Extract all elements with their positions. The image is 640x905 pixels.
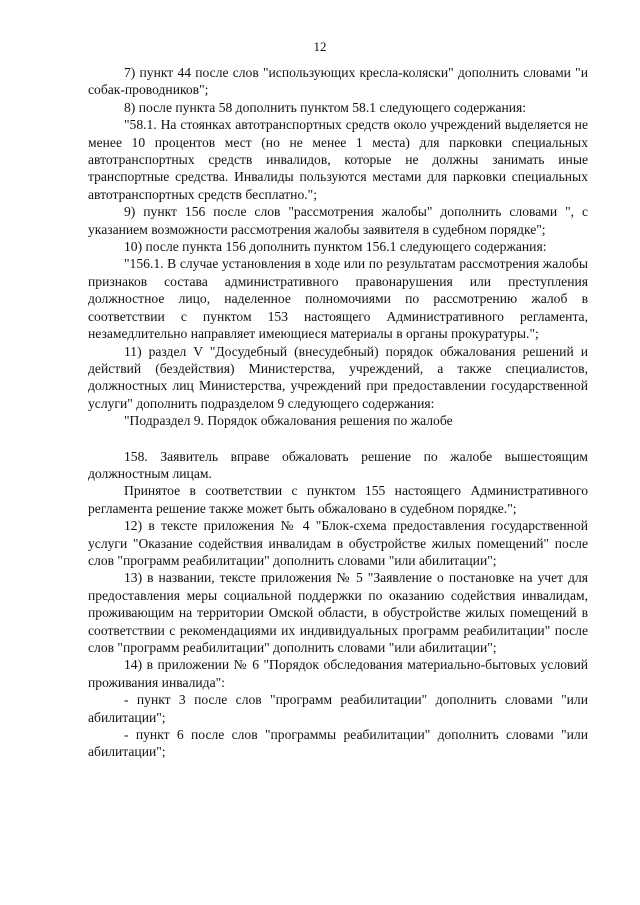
paragraph-item-12: 12) в тексте приложения № 4 "Блок-схема предоставления государственной услуги "Оказание содействия инвалидам в обустройстве жилых помещений" после слов "программ реабилитации" дополнить словами "или абилитации"; xyxy=(88,518,588,568)
paragraph-item-8: 8) после пункта 58 дополнить пунктом 58.1 следующего содержания: xyxy=(124,99,527,115)
paragraph-court-appeal: Принятое в соответствии с пунктом 155 настоящего Административного регламента решение также может быть обжаловано в судебном порядке."; xyxy=(88,483,588,516)
paragraph-quote-156-1: "156.1. В случае установления в ходе или по результатам рассмотрения жалобы признаков состава административного правонарушения или преступления должностное лицо, наделенное полномочиями по рассмотрению жалоб в соответствии с пунктом 153 настоящего Административного регламента, незамедлительно направляет имеющиеся материалы в органы прокуратуры."; xyxy=(88,256,588,342)
paragraph-point-158: 158. Заявитель вправе обжаловать решение по жалобе вышестоящим должностным лицам. xyxy=(88,448,588,481)
paragraph-item-11: 11) раздел V "Досудебный (внесудебный) порядок обжалования решений и действий (бездействия) Министерства, учреждений, а также специалистов, должностных лиц Министерства, учреждений при предоставлении государственной услуги" дополнить подразделом 9 следующего содержания: xyxy=(88,343,588,411)
paragraph-item-7: 7) пункт 44 после слов "использующих кресла-коляски" дополнить словами "и собак-проводников"; xyxy=(88,65,588,98)
paragraph-item-9: 9) пункт 156 после слов "рассмотрения жалобы" дополнить словами ", с указанием возможности рассмотрения жалобы заявителя в судебном порядке"; xyxy=(88,204,588,237)
page-number: 12 xyxy=(313,39,327,54)
paragraph-item-14: 14) в приложении № 6 "Порядок обследования материально-бытовых условий проживания инвалида": xyxy=(88,657,588,690)
paragraph-item-13: 13) в названии, тексте приложения № 5 "Заявление о постановке на учет для предоставления меры социальной поддержки по оказанию содействия инвалидам, проживающим на территории Омской области, в обустройстве жилых помещений в соответствии с рекомендациями их индивидуальных программ реабилитации" после слов "программ реабилитации" дополнить словами "или абилитации"; xyxy=(88,570,588,655)
document-body xyxy=(88,64,588,761)
paragraph-item-10: 10) после пункта 156 дополнить пунктом 156.1 следующего содержания: xyxy=(124,239,547,255)
paragraph-quote-58-1: "58.1. На стоянках автотранспортных средств около учреждений выделяется не менее 10 процентов мест (но не менее 1 места) для парковки специальных автотранспортных средств инвалидов, которые не должны занимать иные транспортные средства. Инвалиды пользуются местами для парковки специальных автотранспортных средств бесплатно."; xyxy=(88,117,588,202)
paragraph-subitem-point-3: - пункт 3 после слов "программ реабилитации" дополнить словами "или абилитации"; xyxy=(88,692,588,725)
paragraph-subitem-point-6: - пункт 6 после слов "программы реабилитации" дополнить словами "или абилитации"; xyxy=(88,727,588,760)
paragraph-subsection-9-title: "Подраздел 9. Порядок обжалования решения по жалобе xyxy=(124,413,453,429)
blank-line xyxy=(88,430,588,448)
